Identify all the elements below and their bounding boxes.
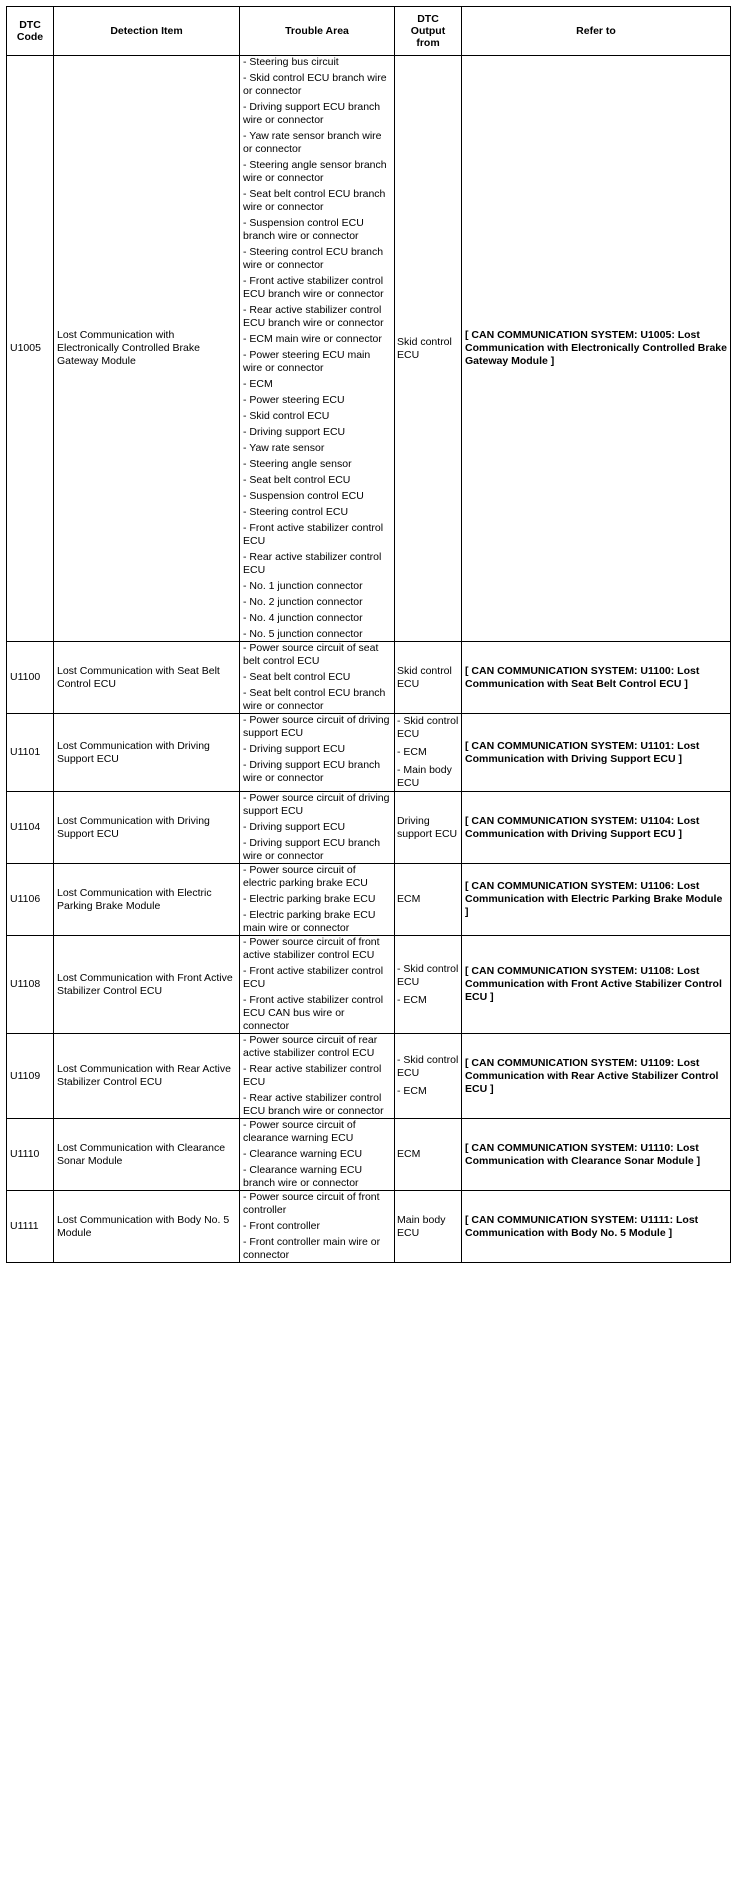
detection-item-cell: Lost Communication with Electric Parking Brake Module (54, 864, 240, 936)
dtc-output-cell (395, 1191, 462, 1263)
table-body (7, 56, 731, 1263)
refer-to-cell: [ CAN COMMUNICATION SYSTEM: U1100: Lost Communication with Seat Belt Control ECU ] (462, 642, 731, 714)
table-row (7, 1191, 731, 1263)
dtc-table (6, 6, 731, 1263)
trouble-area-cell (240, 56, 395, 642)
header-detection-item (54, 7, 240, 56)
refer-to-cell: [ CAN COMMUNICATION SYSTEM: U1109: Lost Communication with Rear Active Stabilizer Control ECU ] (462, 1034, 731, 1119)
table-row (7, 1119, 731, 1191)
dtc-code-cell: U1005 (7, 56, 54, 642)
dtc-output-item: - Skid control ECU (397, 1054, 459, 1079)
refer-to-cell: [ CAN COMMUNICATION SYSTEM: U1106: Lost Communication with Electric Parking Brake Module ] (462, 864, 731, 936)
dtc-output-cell (395, 792, 462, 864)
dtc-output-item: ECM (397, 893, 421, 905)
trouble-area-item: - Rear active stabilizer control ECU branch wire or connector (243, 1092, 384, 1117)
trouble-area-item: - Front controller (243, 1220, 321, 1232)
trouble-area-item: - No. 5 junction connector (243, 628, 363, 640)
trouble-area-cell (240, 792, 395, 864)
table-row (7, 792, 731, 864)
trouble-area-cell (240, 714, 395, 792)
dtc-output-item: ECM (397, 1148, 421, 1160)
trouble-area-item: - Power steering ECU main wire or connector (243, 349, 371, 374)
header-trouble-area (240, 7, 395, 56)
table-row (7, 1034, 731, 1119)
header-dtc-code-label: DTC Code (16, 19, 44, 43)
trouble-area-cell (240, 1191, 395, 1263)
table-row (7, 714, 731, 792)
refer-to-cell: [ CAN COMMUNICATION SYSTEM: U1110: Lost Communication with Clearance Sonar Module ] (462, 1119, 731, 1191)
trouble-area-item: - Front controller main wire or connector (243, 1236, 381, 1261)
dtc-code-cell: U1108 (7, 936, 54, 1034)
trouble-area-item: - Front active stabilizer control ECU CAN bus wire or connector (243, 994, 384, 1032)
dtc-output-item: - Skid control ECU (397, 962, 459, 988)
trouble-area-item: - Steering control ECU (243, 506, 349, 518)
trouble-area-cell (240, 1034, 395, 1119)
trouble-area-item: - Driving support ECU branch wire or connector (243, 837, 381, 862)
trouble-area-item: - Power source circuit of driving support ECU (243, 714, 390, 739)
dtc-output-item: Main body ECU (397, 1213, 446, 1239)
dtc-output-item: Driving support ECU (397, 814, 458, 840)
header-detection-item-label: Detection Item (110, 25, 183, 37)
trouble-area-item: - Driving support ECU (243, 821, 346, 833)
dtc-output-item: Skid control ECU (397, 664, 452, 690)
trouble-area-item: - Suspension control ECU branch wire or connector (243, 217, 364, 242)
trouble-area-item: - Skid control ECU branch wire or connector (243, 72, 387, 97)
detection-item-cell: Lost Communication with Front Active Stabilizer Control ECU (54, 936, 240, 1034)
trouble-area-item: - Steering angle sensor branch wire or connector (243, 159, 387, 184)
trouble-area-item: - Power steering ECU (243, 394, 345, 406)
trouble-area-item: - Front active stabilizer control ECU branch wire or connector (243, 275, 384, 300)
dtc-output-item: - Skid control ECU (397, 715, 459, 740)
trouble-area-item: - Steering control ECU branch wire or connector (243, 246, 384, 271)
header-trouble-area-label: Trouble Area (285, 25, 349, 37)
trouble-area-item: - Power source circuit of front controller (243, 1191, 380, 1216)
dtc-output-cell (395, 864, 462, 936)
dtc-output-cell (395, 1119, 462, 1191)
trouble-area-item: - Rear active stabilizer control ECU (243, 551, 382, 576)
dtc-code-cell: U1100 (7, 642, 54, 714)
trouble-area-item: - Driving support ECU (243, 426, 346, 438)
trouble-area-cell (240, 936, 395, 1034)
trouble-area-item: - Driving support ECU (243, 743, 346, 755)
trouble-area-item: - Seat belt control ECU (243, 474, 351, 486)
trouble-area-item: - Driving support ECU branch wire or connector (243, 759, 381, 784)
trouble-area-item: - Clearance warning ECU branch wire or connector (243, 1164, 363, 1189)
header-dtc-output (395, 7, 462, 56)
trouble-area-item: - Rear active stabilizer control ECU (243, 1063, 382, 1088)
detection-item-cell: Lost Communication with Driving Support ECU (54, 714, 240, 792)
table-row (7, 56, 731, 642)
trouble-area-item: - Power source circuit of electric parking brake ECU (243, 864, 368, 889)
trouble-area-cell (240, 1119, 395, 1191)
table-row (7, 936, 731, 1034)
trouble-area-item: - No. 4 junction connector (243, 612, 363, 624)
trouble-area-item: - Seat belt control ECU (243, 671, 351, 683)
trouble-area-item: - Yaw rate sensor (243, 442, 325, 454)
refer-to-cell: [ CAN COMMUNICATION SYSTEM: U1104: Lost Communication with Driving Support ECU ] (462, 792, 731, 864)
header-dtc-code (7, 7, 54, 56)
trouble-area-item: - No. 1 junction connector (243, 580, 363, 592)
trouble-area-item: - Skid control ECU (243, 410, 330, 422)
trouble-area-item: - Power source circuit of driving support ECU (243, 792, 390, 817)
dtc-output-cell (395, 1034, 462, 1119)
dtc-output-item: - Main body ECU (397, 764, 452, 789)
trouble-area-item: - Electric parking brake ECU (243, 893, 376, 905)
dtc-output-cell (395, 936, 462, 1034)
trouble-area-item: - Seat belt control ECU branch wire or connector (243, 687, 386, 712)
dtc-output-cell (395, 56, 462, 642)
trouble-area-cell (240, 864, 395, 936)
header-refer-to (462, 7, 731, 56)
trouble-area-item: - Suspension control ECU (243, 490, 364, 502)
table-row (7, 642, 731, 714)
refer-to-cell: [ CAN COMMUNICATION SYSTEM: U1111: Lost Communication with Body No. 5 Module ] (462, 1191, 731, 1263)
trouble-area-item: - Steering bus circuit (243, 56, 339, 68)
trouble-area-item: - Seat belt control ECU branch wire or connector (243, 188, 386, 213)
dtc-output-cell (395, 714, 462, 792)
dtc-code-cell: U1110 (7, 1119, 54, 1191)
table-row (7, 864, 731, 936)
header-dtc-output-label: DTC Output from (410, 13, 446, 49)
dtc-code-cell: U1106 (7, 864, 54, 936)
header-row (7, 7, 731, 56)
dtc-output-item: Skid control ECU (397, 335, 452, 361)
header-refer-to-label: Refer to (576, 25, 616, 37)
detection-item-cell: Lost Communication with Driving Support ECU (54, 792, 240, 864)
dtc-output-cell (395, 642, 462, 714)
dtc-code-cell: U1111 (7, 1191, 54, 1263)
trouble-area-item: - ECM (243, 378, 273, 390)
detection-item-cell: Lost Communication with Seat Belt Control ECU (54, 642, 240, 714)
refer-to-cell: [ CAN COMMUNICATION SYSTEM: U1101: Lost Communication with Driving Support ECU ] (462, 714, 731, 792)
trouble-area-item: - Power source circuit of front active stabilizer control ECU (243, 936, 380, 961)
refer-to-cell: [ CAN COMMUNICATION SYSTEM: U1108: Lost Communication with Front Active Stabilizer Control ECU ] (462, 936, 731, 1034)
trouble-area-item: - Power source circuit of clearance warning ECU (243, 1119, 356, 1144)
dtc-output-item: - ECM (397, 1085, 427, 1097)
detection-item-cell: Lost Communication with Electronically Controlled Brake Gateway Module (54, 56, 240, 642)
dtc-code-cell: U1104 (7, 792, 54, 864)
trouble-area-item: - Power source circuit of rear active stabilizer control ECU (243, 1034, 378, 1059)
trouble-area-item: - Yaw rate sensor branch wire or connector (243, 130, 382, 155)
trouble-area-item: - Rear active stabilizer control ECU branch wire or connector (243, 304, 384, 329)
trouble-area-cell (240, 642, 395, 714)
detection-item-cell: Lost Communication with Rear Active Stabilizer Control ECU (54, 1034, 240, 1119)
dtc-output-item: - ECM (397, 746, 427, 758)
dtc-code-cell: U1109 (7, 1034, 54, 1119)
trouble-area-item: - ECM main wire or connector (243, 333, 382, 345)
dtc-output-item: - ECM (397, 993, 427, 1006)
trouble-area-item: - Front active stabilizer control ECU (243, 965, 384, 990)
detection-item-cell: Lost Communication with Clearance Sonar Module (54, 1119, 240, 1191)
trouble-area-item: - Electric parking brake ECU main wire or connector (243, 909, 376, 934)
trouble-area-item: - Front active stabilizer control ECU (243, 522, 384, 547)
trouble-area-item: - Driving support ECU branch wire or connector (243, 101, 381, 126)
trouble-area-item: - Clearance warning ECU (243, 1148, 363, 1160)
refer-to-cell: [ CAN COMMUNICATION SYSTEM: U1005: Lost Communication with Electronically Controlled Brake Gateway Module ] (462, 56, 731, 642)
detection-item-cell: Lost Communication with Body No. 5 Module (54, 1191, 240, 1263)
dtc-code-cell: U1101 (7, 714, 54, 792)
trouble-area-item: - Steering angle sensor (243, 458, 352, 470)
trouble-area-item: - No. 2 junction connector (243, 596, 363, 608)
trouble-area-item: - Power source circuit of seat belt control ECU (243, 642, 379, 667)
